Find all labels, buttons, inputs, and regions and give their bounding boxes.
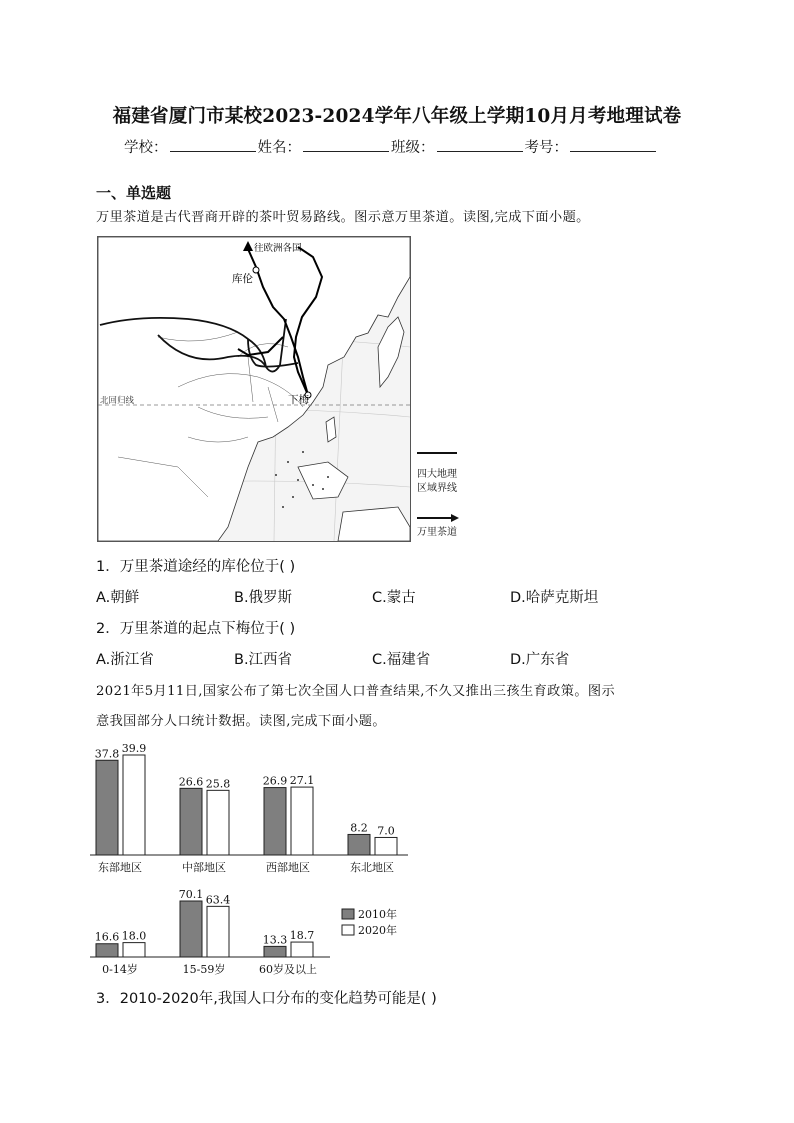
chart-1-value-label-2-2: 25.8: [205, 777, 231, 791]
legend-route-text: 万里茶道: [417, 527, 457, 538]
population-charts: [90, 735, 430, 980]
number-field[interactable]: [570, 137, 656, 152]
chart-2-bar-1-3: [264, 946, 286, 957]
q1-option-c[interactable]: C.蒙古: [372, 590, 416, 606]
chart-1-value-label-2-3: 27.1: [289, 774, 315, 788]
chart-2-category-label-2: 15-59岁: [182, 963, 226, 976]
chart-1-bar-2-4: [375, 837, 397, 855]
question-2-stem: 2．万里茶道的起点下梅位于( ): [96, 621, 296, 637]
tea-road-map: [97, 236, 411, 542]
chart-2-value-label-2-3: 18.7: [289, 929, 315, 943]
section-heading: 一、单选题: [96, 184, 172, 202]
page-title: 福建省厦门市某校2023-2024学年八年级上学期10月月考地理试卷: [112, 106, 682, 127]
legend-boundary-line2: 区域界线: [417, 483, 457, 494]
chart-2-bar-2-1: [123, 943, 145, 957]
chart-1-bar-2-2: [207, 790, 229, 855]
intro-text-2-line2: 意我国部分人口统计数据。读图,完成下面小题。: [96, 714, 386, 729]
chart-1-value-label-1-4: 8.2: [350, 821, 368, 835]
q1-option-b[interactable]: B.俄罗斯: [234, 590, 293, 606]
chart-1-category-label-1: 东部地区: [98, 861, 142, 874]
school-label: 学校：: [124, 140, 168, 156]
chart-1-value-label-2-1: 39.9: [121, 742, 147, 755]
q1-option-d[interactable]: D.哈萨克斯坦: [510, 590, 599, 606]
class-field[interactable]: [437, 137, 523, 152]
chart-2-bar-1-1: [96, 944, 118, 957]
chart-1-value-label-1-2: 26.6: [178, 775, 204, 789]
chart-1-category-label-2: 中部地区: [182, 861, 226, 874]
chart-1-bar-1-2: [180, 788, 202, 855]
chart-2-value-label-2-1: 18.0: [121, 929, 147, 943]
legend-boundary-line: [417, 452, 457, 454]
legend-route-arrow-icon: [417, 512, 461, 524]
chart-1-value-label-1-1: 37.8: [94, 747, 120, 761]
chart-2-category-label-1: 0-14岁: [102, 963, 138, 976]
chart-1-bar-1-1: [96, 760, 118, 855]
chart-1-category-label-4: 东北地区: [350, 861, 394, 874]
chart-2-bar-2-3: [291, 942, 313, 957]
q1-option-a[interactable]: A.朝鲜: [96, 590, 140, 606]
legend-label-1: 2010年: [358, 908, 397, 921]
chart-1-category-label-3: 西部地区: [266, 861, 310, 874]
label-kulun: 库伦: [232, 273, 253, 285]
chart-2-bar-1-2: [180, 901, 202, 957]
intro-text-1: 万里茶道是古代晋商开辟的茶叶贸易路线。图示意万里茶道。读图,完成下面小题。: [96, 210, 590, 225]
question-3-stem: 3．2010-2020年,我国人口分布的变化趋势可能是( ): [96, 991, 437, 1007]
name-field[interactable]: [303, 137, 389, 152]
map-svg: [98, 237, 410, 541]
q2-option-b[interactable]: B.江西省: [234, 652, 293, 668]
chart-1-bar-2-3: [291, 787, 313, 855]
q2-option-a[interactable]: A.浙江省: [96, 652, 154, 668]
chart-2-bar-2-2: [207, 906, 229, 957]
chart-1-value-label-1-3: 26.9: [262, 774, 288, 788]
chart-1-bar-1-3: [264, 788, 286, 855]
chart-1-bar-2-1: [123, 755, 145, 855]
chart-2-value-label-1-2: 70.1: [178, 888, 204, 901]
label-xiamei: 下梅: [288, 394, 309, 406]
q2-option-d[interactable]: D.广东省: [510, 652, 570, 668]
name-label: 姓名：: [257, 140, 301, 156]
student-info: [124, 136, 658, 157]
chart-1-bar-1-4: [348, 834, 370, 855]
kulun-marker: [253, 267, 259, 273]
legend-swatch-1: [342, 909, 354, 919]
chart-1-value-label-2-4: 7.0: [377, 824, 395, 838]
chart-2-value-label-1-1: 16.6: [94, 930, 120, 944]
number-label: 考号：: [524, 140, 568, 156]
question-1-stem: 1．万里茶道途经的库伦位于( ): [96, 559, 296, 575]
chart-2-value-label-2-2: 63.4: [205, 893, 231, 907]
school-field[interactable]: [170, 137, 256, 152]
legend-boundary-text: [417, 468, 457, 496]
chart-2-value-label-1-3: 13.3: [262, 933, 288, 947]
legend-boundary-line1: 四大地理: [417, 469, 457, 480]
legend-label-2: 2020年: [358, 924, 397, 937]
intro-text-2-line1: 2021年5月11日,国家公布了第七次全国人口普查结果,不久又推出三孩生育政策。图示: [96, 684, 616, 699]
q2-option-c[interactable]: C.福建省: [372, 652, 431, 668]
label-tropic: 北回归线: [100, 396, 135, 406]
label-europe: 往欧洲各国: [254, 243, 302, 254]
class-label: 班级：: [391, 140, 435, 156]
legend-swatch-2: [342, 925, 354, 935]
chart-2-category-label-3: 60岁及以上: [259, 963, 317, 976]
